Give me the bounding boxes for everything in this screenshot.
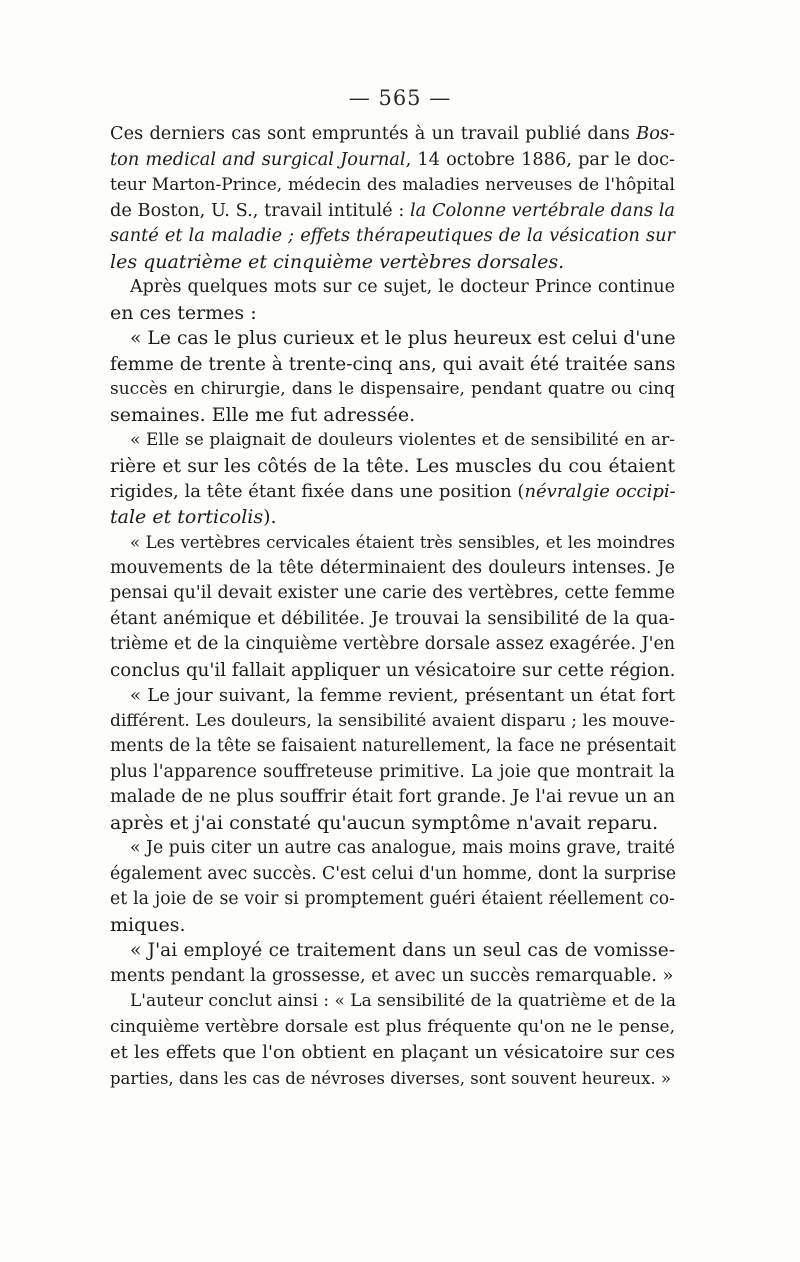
italic-segment: ton medical and surgical Journal	[110, 149, 406, 170]
text-segment: en ces termes :	[110, 301, 257, 324]
text-segment: rière et sur les côtés de la tête. Les muscles du cou étaient	[110, 455, 675, 477]
text-line	[110, 1015, 675, 1041]
text-line	[110, 1066, 675, 1092]
text-segment: ments pendant la grossesse, et avec un succès remarquable. »	[110, 965, 674, 986]
text-segment: pensai qu'il devait exister une carie des vertèbres, cette femme	[110, 583, 675, 603]
text-line	[110, 122, 675, 148]
text-segment: ).	[263, 505, 277, 528]
italic-segment: Bos-	[636, 124, 675, 144]
text-segment: plus l'apparence souffreteuse primitive. La joie que montrait la	[110, 761, 675, 782]
text-line	[110, 581, 675, 607]
text-line	[110, 1040, 675, 1066]
text-line	[110, 199, 675, 225]
text-line	[110, 403, 675, 429]
text-segment: trième et de la cinquième vertèbre dorsale assez exagérée. J'en	[110, 634, 676, 654]
text-line	[110, 148, 675, 174]
text-line	[110, 964, 675, 990]
text-segment: « Les vertèbres cervicales étaient très sensibles, et les moindres	[130, 533, 675, 552]
text-line	[110, 326, 675, 352]
text-line	[110, 836, 675, 862]
text-line	[110, 632, 675, 658]
text-line	[110, 250, 675, 276]
text-segment: femme de trente à trente-cinq ans, qui avait été traitée sans	[110, 353, 676, 375]
text-segment: ments de la tête se faisaient naturellement, la face ne présentait	[110, 736, 676, 756]
text-segment: L'auteur conclut ainsi : « La sensibilité de la quatrième et de la	[130, 991, 677, 1011]
page-number: — 565 —	[348, 86, 452, 110]
italic-segment: les quatrième et cinquième vertèbres dorsales.	[110, 250, 565, 273]
text-line	[110, 811, 675, 837]
text-line	[110, 709, 675, 735]
body-text	[110, 122, 675, 1091]
text-line	[110, 275, 675, 301]
text-line	[110, 734, 675, 760]
text-segment: miques.	[110, 913, 186, 936]
text-segment: de Boston, U. S., travail intitulé :	[110, 200, 410, 221]
text-segment: malade de ne plus souffrir était fort grande. Je l'ai revue un an	[110, 787, 675, 807]
text-line	[110, 785, 675, 811]
text-segment: mouvements de la tête déterminaient des douleurs intenses. Je	[110, 557, 675, 578]
text-line	[110, 862, 675, 888]
text-segment: étant anémique et débilitée. Je trouvai la sensibilité de la qua-	[110, 608, 675, 629]
text-line	[110, 556, 675, 582]
text-line	[110, 760, 675, 786]
text-line	[110, 352, 675, 378]
text-segment: « Le jour suivant, la femme revient, présentant un état fort	[130, 685, 675, 706]
text-segment: et la joie de se voir si promptement guéri étaient réellement co-	[110, 889, 675, 909]
text-segment: parties, dans les cas de névroses diverses, sont souvent heureux. »	[110, 1068, 671, 1088]
text-line	[110, 505, 675, 531]
text-segment: également avec succès. C'est celui d'un homme, dont la surprise	[110, 863, 677, 884]
italic-segment: santé et la maladie ; effets thérapeutiques de la vésication sur	[110, 226, 675, 246]
text-line	[110, 989, 675, 1015]
text-segment: « Elle se plaignait de douleurs violentes et de sensibilité en ar-	[130, 430, 675, 450]
italic-segment: la Colonne vertébrale dans la	[410, 200, 676, 221]
text-segment: rigides, la tête étant fixée dans une position (	[110, 481, 525, 502]
text-segment: après et j'ai constaté qu'aucun symptôme n'avait reparu.	[110, 811, 659, 834]
text-line	[110, 428, 675, 454]
text-segment: différent. Les douleurs, la sensibilité avaient disparu ; les mouve-	[110, 710, 675, 731]
text-line	[110, 913, 675, 939]
text-segment: conclus qu'il fallait appliquer un vésicatoire sur cette région.	[110, 659, 676, 681]
text-segment: Après quelques mots sur ce sujet, le docteur Prince continue	[130, 277, 675, 297]
text-line	[110, 454, 675, 480]
text-line	[110, 658, 675, 684]
text-line	[110, 224, 675, 250]
text-line	[110, 377, 675, 403]
text-segment: succès en chirurgie, dans le dispensaire, pendant quatre ou cinq	[110, 379, 675, 399]
text-segment: Ces derniers cas sont empruntés à un travail publié dans	[110, 124, 637, 144]
text-line	[110, 173, 675, 199]
text-segment: , 14 octobre 1886, par le doc-	[405, 149, 676, 170]
text-segment: et les effets que l'on obtient en plaçant un vésicatoire sur ces	[110, 1042, 675, 1063]
italic-segment: névralgie occipi-	[524, 481, 676, 502]
text-line	[110, 607, 675, 633]
text-segment: cinquième vertèbre dorsale est plus fréquente qu'on ne le pense,	[110, 1016, 675, 1037]
text-line	[110, 530, 675, 556]
text-segment: « Je puis citer un autre cas analogue, mais moins grave, traité	[130, 838, 675, 858]
italic-segment: tale et torticolis	[110, 505, 264, 528]
text-segment: semaines. Elle me fut adressée.	[110, 403, 416, 426]
text-line	[110, 301, 675, 327]
text-line	[110, 938, 675, 964]
text-segment: « Le cas le plus curieux et le plus heureux est celui d'une	[130, 328, 676, 349]
text-segment: « J'ai employé ce traitement dans un seul cas de vomisse-	[130, 940, 675, 961]
text-line	[110, 683, 675, 709]
text-line	[110, 479, 675, 505]
text-segment: teur Marton-Prince, médecin des maladies nerveuses de l'hôpital	[110, 175, 675, 195]
text-line	[110, 887, 675, 913]
